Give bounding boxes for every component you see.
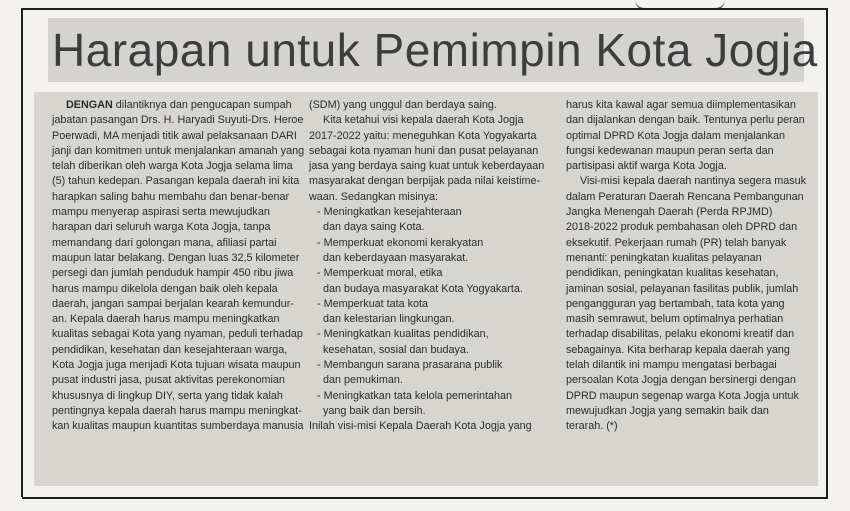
column-line: jabatan pasangan Drs. H. Haryadi Suyuti-Drs. Heroe <box>52 114 304 127</box>
column-line: terarah. (*) <box>566 420 618 433</box>
mission-item-cont: kesehatan, sosial dan budaya. <box>323 343 469 356</box>
column-line: maupun latar belakang. Dengan luas 32,5 kilometer <box>52 251 300 264</box>
column-line: harus kita kawal agar semua diimplementasikan <box>566 99 796 111</box>
column-line: eksekutif. Pekerjaan rumah (PR) telah banyak <box>566 236 787 249</box>
column-line: masih semrawut, belum optimalnya perhatian <box>566 313 784 326</box>
frame-border-right <box>826 8 828 497</box>
column-line: sebagai kota nyaman huni dan pusat pelayanan <box>309 144 539 157</box>
column-line: optimal DPRD Kota Jogja dalam menjalankan <box>566 129 786 142</box>
column-line: DPRD maupun segenap warga Kota Jogja untuk <box>566 389 799 402</box>
column-line: khususnya di lingkup DIY, serta yang tidak kalah <box>52 389 283 402</box>
article-column-2 <box>309 98 549 435</box>
mission-item: - Meningkatkan tata kelola pemerintahan <box>317 389 513 402</box>
column-line: dalam Peraturan Daerah Rencana Pembangunan <box>566 190 804 203</box>
column-line: harus mampu dikelola dengan baik oleh kepala <box>52 282 278 295</box>
column-line: janji dan komitmen untuk menjalankan amanah yang <box>52 144 305 157</box>
frame-border-bottom <box>22 497 828 499</box>
column-line: pendidikan, peningkatan kualitas kesehatan, <box>566 267 779 280</box>
column-line: sebagainya. Kita berharap kepala daerah yang <box>566 343 790 356</box>
column-line: an. Kepala daerah harus mampu meningkatkan <box>52 313 280 326</box>
mission-item: - Membangun sarana prasarana publik <box>317 359 503 372</box>
column-line: dan dijalankan dengan baik. Tentunya perlu peran <box>566 114 805 127</box>
column-line-text: dilantiknya dan pengucapan sumpah <box>112 99 292 111</box>
mission-item-cont: dan kelestarian lingkungan. <box>323 313 455 326</box>
column-line: telah dilantik ini mampu mengatasi berbagai <box>566 359 777 372</box>
column-line <box>52 98 292 113</box>
column-line: Kita ketahui visi kepala daerah Kota Jogja <box>323 114 524 127</box>
column-line: 2018-2022 produk pembahasan oleh DPRD dan <box>566 221 798 234</box>
column-line: memandang dari golongan mana, afiliasi partai <box>52 236 277 249</box>
column-line: waan. Sedangkan misinya: <box>309 190 439 203</box>
column-line: persegi dan jumlah penduduk hampir 450 ribu jiwa <box>52 267 294 280</box>
column-line: masyarakat dengan berpijak pada nilai keistime- <box>309 175 541 188</box>
column-line: fungsi kedewanan maupun peran serta dan <box>566 144 774 157</box>
mission-item-cont: dan daya saing Kota. <box>323 221 425 234</box>
mission-item: - Memperkuat ekonomi kerakyatan <box>317 236 484 249</box>
column-line: harapkan saling bahu membahu dan benar-benar <box>52 190 290 203</box>
column-line: Visi-misi kepala daerah nantinya segera masuk <box>580 175 807 188</box>
column-line: menanti: peningkatan kualitas pelayanan <box>566 251 762 264</box>
mission-item: - Meningkatkan kesejahteraan <box>317 206 462 219</box>
column-line: persoalan Kota Jogja dengan bersinergi dengan <box>566 374 796 387</box>
column-line: Jangka Menengah Daerah (Perda RPJMD) <box>566 206 773 219</box>
column-line: Kota Jogja juga menjadi Kota tujuan wisata maupun <box>52 359 301 372</box>
column-line: pengangguran yag bertambah, tata kota yang <box>566 297 785 310</box>
mission-item: - Memperkuat moral, etika <box>317 267 443 280</box>
mission-item-cont: yang baik dan bersih. <box>323 404 426 417</box>
column-line: 2017-2022 yaitu: meneguhkan Kota Yogyakarta <box>309 129 537 142</box>
column-line: pentingnya kepala daerah harus mampu meningkat- <box>52 404 302 417</box>
column-line: kan kualitas maupun kuantitas sumberdaya manusia <box>52 420 304 433</box>
article-headline: Harapan untuk Pemimpin Kota Jogja <box>52 24 818 76</box>
column-line: pusat industri jasa, pusat aktivitas perekonomian <box>52 374 285 387</box>
column-line: harapan dari seluruh warga Kota Jogja, tanpa <box>52 221 271 234</box>
frame-border-left <box>21 8 23 497</box>
column-line: partisipasi aktif warga Kota Jogja. <box>566 160 727 173</box>
column-line: (SDM) yang unggul dan berdaya saing. <box>309 99 497 111</box>
mission-item-cont: dan budaya masyarakat Kota Yogyakarta. <box>323 282 523 295</box>
column-line: telah diberikan oleh warga Kota Jogja selama lima <box>52 160 293 173</box>
column-line: Poerwadi, MA menjadi titik awal pelaksanaan DARI <box>52 129 297 142</box>
frame-border-top <box>22 8 828 10</box>
mission-item: - Memperkuat tata kota <box>317 297 429 310</box>
article-column-1 <box>52 98 305 435</box>
column-line: pendidikan, kesehatan dan kesejahteraan warga, <box>52 343 288 356</box>
lead-word: DENGAN <box>66 99 113 111</box>
column-line: Inilah visi-misi Kepala Daerah Kota Jogja yang <box>309 420 532 433</box>
column-line: jaminan sosial, pelayanan fasilitas publik, jumlah <box>566 282 799 295</box>
column-line: jasa yang berdaya saing kuat untuk keberdayaan <box>309 160 545 173</box>
mission-item-cont: dan keberdayaan masyarakat. <box>323 251 469 264</box>
mission-item-cont: dan pemukiman. <box>323 374 403 387</box>
column-line: kualitas sebagai Kota yang nyaman, peduli terhadap <box>52 328 303 341</box>
mission-item: - Meningkatkan kualitas pendidikan, <box>317 328 489 341</box>
article-column-3 <box>566 98 806 435</box>
column-line: mewujudkan Jogja yang semakin baik dan <box>566 404 769 417</box>
column-line: (5) tahun kedepan. Pasangan kepala daerah ini kita <box>52 175 300 188</box>
column-line: daerah, jangan sampai berjalan kearah kemundur- <box>52 297 294 310</box>
column-line: mampu menyerap aspirasi serta mewujudkan <box>52 206 270 219</box>
column-line: terhadap disabilitas, pelaku ekonomi kreatif dan <box>566 328 795 341</box>
